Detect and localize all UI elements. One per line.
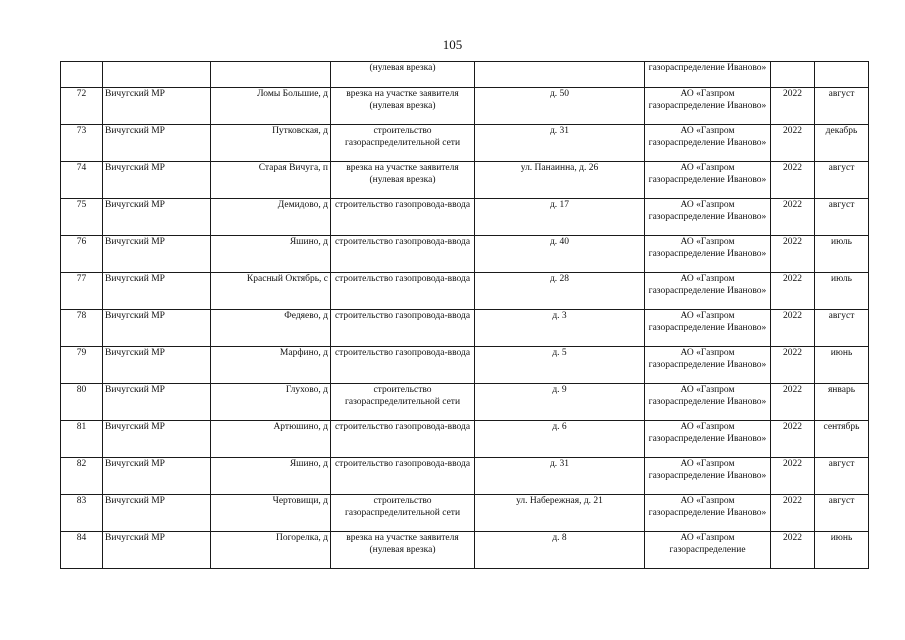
cell-work: строительство газопровода-ввода [331,421,475,458]
cell-num: 72 [61,88,103,125]
gasification-table [60,61,869,569]
cell-org: АО «Газпром газораспределение Иваново» [645,88,771,125]
cell-org: АО «Газпром газораспределение Иваново» [645,347,771,384]
cell-region: Вичугский МР [103,458,211,495]
table-row [61,88,869,125]
cell-month: август [815,199,869,236]
cell-num: 76 [61,236,103,273]
cell-place: Артюшино, д [211,421,331,458]
cell-org: АО «Газпром газораспределение Иваново» [645,310,771,347]
cell-address: д. 5 [475,347,645,384]
cell-place: Демидово, д [211,199,331,236]
cell-year: 2022 [771,199,815,236]
cell-month: август [815,162,869,199]
cell-address [475,62,645,88]
cell-year: 2022 [771,310,815,347]
cell-month: июнь [815,532,869,569]
cell-year [771,62,815,88]
cell-org: АО «Газпром газораспределение Иваново» [645,495,771,532]
cell-region: Вичугский МР [103,199,211,236]
cell-work: строительство газопровода-ввода [331,236,475,273]
cell-address: д. 28 [475,273,645,310]
cell-work: строительство газопровода-ввода [331,199,475,236]
cell-org: газораспределение Иваново» [645,62,771,88]
cell-region: Вичугский МР [103,310,211,347]
cell-work: строительство газораспределительной сети [331,384,475,421]
table-row-continuation [61,62,869,88]
cell-year: 2022 [771,125,815,162]
cell-place: Путковская, д [211,125,331,162]
cell-month: декабрь [815,125,869,162]
cell-year: 2022 [771,236,815,273]
cell-org: АО «Газпром газораспределение Иваново» [645,384,771,421]
cell-address: д. 9 [475,384,645,421]
table-row [61,199,869,236]
cell-month: сентябрь [815,421,869,458]
cell-num [61,62,103,88]
table-row [61,310,869,347]
cell-month: июль [815,273,869,310]
cell-place: Ломы Большие, д [211,88,331,125]
cell-region: Вичугский МР [103,384,211,421]
cell-num: 75 [61,199,103,236]
cell-work: врезка на участке заявителя (нулевая врезка) [331,88,475,125]
cell-org: АО «Газпром газораспределение [645,532,771,569]
cell-region: Вичугский МР [103,532,211,569]
cell-year: 2022 [771,532,815,569]
cell-address: д. 40 [475,236,645,273]
cell-org: АО «Газпром газораспределение Иваново» [645,199,771,236]
cell-org: АО «Газпром газораспределение Иваново» [645,458,771,495]
cell-address: ул. Набережная, д. 21 [475,495,645,532]
cell-work: строительство газораспределительной сети [331,495,475,532]
cell-org: АО «Газпром газораспределение Иваново» [645,236,771,273]
cell-num: 83 [61,495,103,532]
cell-work: строительство газопровода-ввода [331,310,475,347]
cell-address: д. 17 [475,199,645,236]
cell-num: 78 [61,310,103,347]
cell-address: д. 6 [475,421,645,458]
cell-org: АО «Газпром газораспределение Иваново» [645,125,771,162]
cell-place [211,62,331,88]
cell-address: д. 3 [475,310,645,347]
cell-year: 2022 [771,458,815,495]
cell-month: август [815,88,869,125]
cell-org: АО «Газпром газораспределение Иваново» [645,421,771,458]
table-row [61,458,869,495]
cell-place: Яшино, д [211,236,331,273]
cell-place: Красный Октябрь, с [211,273,331,310]
cell-address: д. 31 [475,125,645,162]
cell-year: 2022 [771,384,815,421]
cell-num: 80 [61,384,103,421]
cell-work: врезка на участке заявителя (нулевая врезка) [331,532,475,569]
cell-num: 79 [61,347,103,384]
cell-num: 84 [61,532,103,569]
cell-region: Вичугский МР [103,495,211,532]
cell-num: 82 [61,458,103,495]
page-number: 105 [442,37,463,52]
cell-region: Вичугский МР [103,273,211,310]
cell-org: АО «Газпром газораспределение Иваново» [645,162,771,199]
cell-region: Вичугский МР [103,88,211,125]
table-row [61,347,869,384]
cell-month: июль [815,236,869,273]
cell-year: 2022 [771,421,815,458]
table-row [61,421,869,458]
table-row [61,236,869,273]
cell-month: январь [815,384,869,421]
cell-month: август [815,458,869,495]
cell-month: август [815,495,869,532]
cell-address: ул. Панаинна, д. 26 [475,162,645,199]
cell-num: 81 [61,421,103,458]
cell-place: Глухово, д [211,384,331,421]
cell-place: Федяево, д [211,310,331,347]
cell-region: Вичугский МР [103,347,211,384]
cell-num: 74 [61,162,103,199]
table-row [61,495,869,532]
cell-num: 73 [61,125,103,162]
cell-region: Вичугский МР [103,236,211,273]
cell-region: Вичугский МР [103,421,211,458]
table-body [61,62,869,569]
cell-month: август [815,310,869,347]
cell-year: 2022 [771,162,815,199]
cell-year: 2022 [771,273,815,310]
table-row [61,273,869,310]
cell-org: АО «Газпром газораспределение Иваново» [645,273,771,310]
table-row [61,384,869,421]
table-row [61,532,869,569]
cell-place: Марфино, д [211,347,331,384]
cell-year: 2022 [771,347,815,384]
cell-address: д. 8 [475,532,645,569]
cell-region [103,62,211,88]
cell-address: д. 50 [475,88,645,125]
cell-work: строительство газопровода-ввода [331,273,475,310]
table-row [61,162,869,199]
cell-address: д. 31 [475,458,645,495]
cell-num: 77 [61,273,103,310]
cell-year: 2022 [771,88,815,125]
cell-place: Чертовищи, д [211,495,331,532]
table-row [61,125,869,162]
cell-work: (нулевая врезка) [331,62,475,88]
cell-work: строительство газораспределительной сети [331,125,475,162]
cell-month [815,62,869,88]
cell-work: строительство газопровода-ввода [331,458,475,495]
cell-place: Старая Вичуга, п [211,162,331,199]
cell-place: Погорелка, д [211,532,331,569]
cell-work: врезка на участке заявителя (нулевая врезка) [331,162,475,199]
cell-region: Вичугский МР [103,125,211,162]
cell-region: Вичугский МР [103,162,211,199]
cell-work: строительство газопровода-ввода [331,347,475,384]
cell-place: Яшино, д [211,458,331,495]
cell-year: 2022 [771,495,815,532]
cell-month: июнь [815,347,869,384]
